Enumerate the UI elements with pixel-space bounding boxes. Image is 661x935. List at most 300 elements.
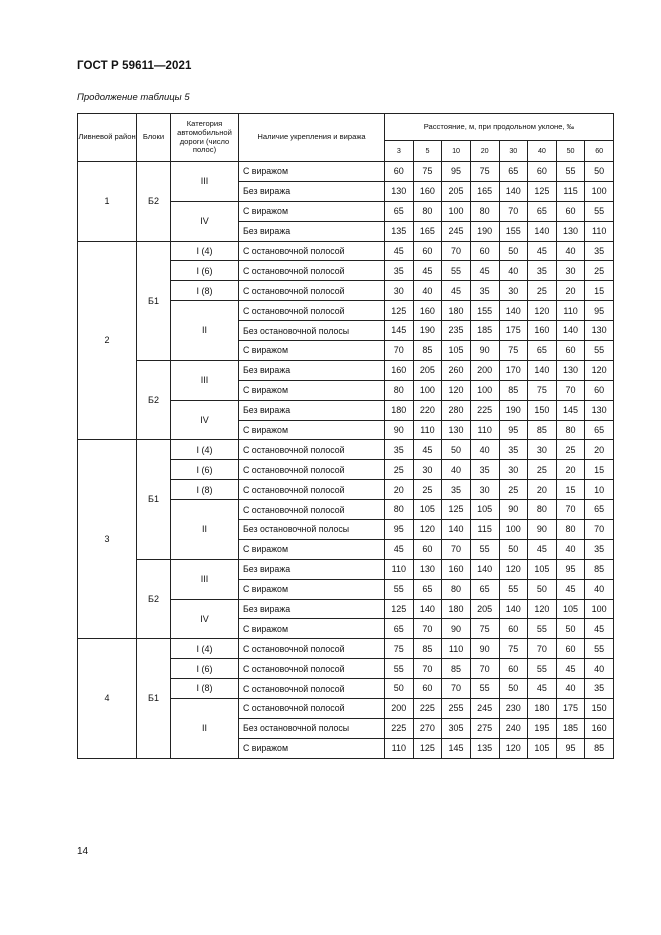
value-cell: 85	[413, 341, 442, 361]
value-cell: 245	[442, 221, 471, 241]
value-cell: 55	[585, 201, 614, 221]
value-cell: 20	[556, 281, 585, 301]
value-cell: 70	[442, 241, 471, 261]
value-cell: 65	[385, 619, 414, 639]
value-cell: 225	[413, 699, 442, 719]
reinforcement-cell: С остановочной полосой	[239, 659, 385, 679]
value-cell: 30	[556, 261, 585, 281]
reinforcement-cell: Без виража	[239, 221, 385, 241]
value-cell: 15	[585, 281, 614, 301]
value-cell: 205	[413, 360, 442, 380]
reinforcement-cell: С остановочной полосой	[239, 480, 385, 500]
category-cell: I (8)	[171, 480, 239, 500]
value-cell: 80	[556, 420, 585, 440]
value-cell: 240	[499, 718, 528, 738]
value-cell: 90	[470, 341, 499, 361]
value-cell: 275	[470, 718, 499, 738]
value-cell: 70	[556, 380, 585, 400]
block-cell: Б2	[137, 360, 171, 440]
value-cell: 100	[470, 380, 499, 400]
value-cell: 100	[442, 201, 471, 221]
value-cell: 65	[499, 162, 528, 182]
value-cell: 35	[385, 261, 414, 281]
value-cell: 160	[385, 360, 414, 380]
value-cell: 70	[442, 539, 471, 559]
value-cell: 175	[499, 321, 528, 341]
value-cell: 20	[385, 480, 414, 500]
value-cell: 30	[413, 460, 442, 480]
value-cell: 135	[470, 738, 499, 758]
value-cell: 80	[528, 500, 557, 520]
value-cell: 260	[442, 360, 471, 380]
block-cell: Б2	[137, 162, 171, 242]
value-cell: 80	[385, 380, 414, 400]
value-cell: 200	[385, 699, 414, 719]
value-cell: 55	[470, 539, 499, 559]
header-slope: 40	[528, 141, 557, 162]
value-cell: 125	[528, 181, 557, 201]
value-cell: 190	[499, 400, 528, 420]
value-cell: 140	[413, 599, 442, 619]
reinforcement-cell: С виражом	[239, 162, 385, 182]
value-cell: 45	[470, 261, 499, 281]
value-cell: 155	[470, 301, 499, 321]
category-cell: IV	[171, 201, 239, 241]
reinforcement-cell: С остановочной полосой	[239, 301, 385, 321]
value-cell: 65	[585, 500, 614, 520]
value-cell: 130	[385, 181, 414, 201]
category-cell: I (4)	[171, 241, 239, 261]
value-cell: 140	[442, 520, 471, 540]
value-cell: 270	[413, 718, 442, 738]
value-cell: 20	[528, 480, 557, 500]
value-cell: 65	[528, 201, 557, 221]
value-cell: 25	[556, 440, 585, 460]
value-cell: 60	[385, 162, 414, 182]
value-cell: 25	[385, 460, 414, 480]
reinforcement-cell: С остановочной полосой	[239, 281, 385, 301]
value-cell: 45	[585, 619, 614, 639]
value-cell: 180	[442, 301, 471, 321]
value-cell: 20	[585, 440, 614, 460]
value-cell: 15	[585, 460, 614, 480]
category-cell: II	[171, 301, 239, 361]
value-cell: 25	[413, 480, 442, 500]
value-cell: 60	[499, 659, 528, 679]
value-cell: 45	[413, 440, 442, 460]
value-cell: 130	[413, 559, 442, 579]
header-slope: 5	[413, 141, 442, 162]
header-reinforcement: Наличие укрепления и виража	[239, 114, 385, 162]
value-cell: 60	[528, 162, 557, 182]
value-cell: 50	[528, 579, 557, 599]
value-cell: 50	[385, 679, 414, 699]
value-cell: 45	[528, 679, 557, 699]
value-cell: 50	[585, 162, 614, 182]
value-cell: 45	[413, 261, 442, 281]
value-cell: 30	[528, 440, 557, 460]
value-cell: 120	[528, 301, 557, 321]
value-cell: 35	[470, 281, 499, 301]
value-cell: 180	[442, 599, 471, 619]
value-cell: 120	[528, 599, 557, 619]
reinforcement-cell: С виражом	[239, 619, 385, 639]
value-cell: 125	[385, 599, 414, 619]
category-cell: I (8)	[171, 281, 239, 301]
value-cell: 85	[442, 659, 471, 679]
reinforcement-cell: С остановочной полосой	[239, 699, 385, 719]
value-cell: 125	[385, 301, 414, 321]
value-cell: 85	[528, 420, 557, 440]
value-cell: 65	[413, 579, 442, 599]
value-cell: 85	[585, 559, 614, 579]
value-cell: 75	[528, 380, 557, 400]
value-cell: 70	[385, 341, 414, 361]
value-cell: 130	[556, 221, 585, 241]
value-cell: 120	[442, 380, 471, 400]
value-cell: 165	[470, 181, 499, 201]
value-cell: 70	[556, 500, 585, 520]
value-cell: 45	[385, 539, 414, 559]
value-cell: 75	[385, 639, 414, 659]
reinforcement-cell: С остановочной полосой	[239, 679, 385, 699]
table-row	[78, 162, 614, 182]
value-cell: 140	[499, 599, 528, 619]
reinforcement-cell: Без виража	[239, 599, 385, 619]
value-cell: 75	[413, 162, 442, 182]
value-cell: 35	[585, 539, 614, 559]
value-cell: 50	[499, 539, 528, 559]
value-cell: 105	[470, 500, 499, 520]
value-cell: 40	[556, 241, 585, 261]
value-cell: 100	[585, 599, 614, 619]
reinforcement-cell: С виражом	[239, 579, 385, 599]
category-cell: III	[171, 559, 239, 599]
value-cell: 130	[585, 400, 614, 420]
value-cell: 45	[528, 539, 557, 559]
value-cell: 90	[470, 639, 499, 659]
region-cell: 3	[78, 440, 137, 639]
value-cell: 185	[470, 321, 499, 341]
value-cell: 130	[556, 360, 585, 380]
block-cell: Б1	[137, 440, 171, 559]
value-cell: 30	[385, 281, 414, 301]
value-cell: 60	[413, 539, 442, 559]
table-caption: Продолжение таблицы 5	[77, 92, 190, 103]
value-cell: 95	[499, 420, 528, 440]
category-cell: IV	[171, 599, 239, 639]
value-cell: 145	[385, 321, 414, 341]
value-cell: 55	[585, 639, 614, 659]
value-cell: 205	[442, 181, 471, 201]
value-cell: 90	[442, 619, 471, 639]
value-cell: 115	[470, 520, 499, 540]
value-cell: 85	[499, 380, 528, 400]
table-body	[78, 162, 614, 759]
value-cell: 200	[470, 360, 499, 380]
value-cell: 125	[413, 738, 442, 758]
reinforcement-cell: Без виража	[239, 360, 385, 380]
category-cell: III	[171, 360, 239, 400]
value-cell: 55	[528, 659, 557, 679]
header-slope: 3	[385, 141, 414, 162]
header-distance: Расстояние, м, при продольном уклоне, ‰	[385, 114, 614, 141]
value-cell: 75	[499, 341, 528, 361]
value-cell: 80	[442, 579, 471, 599]
value-cell: 65	[385, 201, 414, 221]
value-cell: 120	[499, 559, 528, 579]
value-cell: 235	[442, 321, 471, 341]
reinforcement-cell: С виражом	[239, 201, 385, 221]
value-cell: 70	[528, 639, 557, 659]
block-cell: Б2	[137, 559, 171, 639]
category-cell: IV	[171, 400, 239, 440]
value-cell: 100	[585, 181, 614, 201]
reinforcement-cell: Без остановочной полосы	[239, 321, 385, 341]
category-cell: I (6)	[171, 659, 239, 679]
value-cell: 35	[470, 460, 499, 480]
value-cell: 55	[385, 579, 414, 599]
reinforcement-cell: Без виража	[239, 400, 385, 420]
reinforcement-cell: Без остановочной полосы	[239, 520, 385, 540]
category-cell: I (6)	[171, 261, 239, 281]
value-cell: 85	[585, 738, 614, 758]
value-cell: 175	[556, 699, 585, 719]
reinforcement-cell: С остановочной полосой	[239, 460, 385, 480]
value-cell: 110	[385, 738, 414, 758]
value-cell: 25	[499, 480, 528, 500]
value-cell: 50	[499, 241, 528, 261]
table-row	[78, 440, 614, 460]
value-cell: 60	[413, 241, 442, 261]
table-row	[78, 559, 614, 579]
value-cell: 65	[470, 579, 499, 599]
value-cell: 130	[442, 420, 471, 440]
value-cell: 40	[470, 440, 499, 460]
header-slope: 60	[585, 141, 614, 162]
category-cell: I (4)	[171, 639, 239, 659]
value-cell: 50	[499, 679, 528, 699]
value-cell: 110	[385, 559, 414, 579]
value-cell: 75	[470, 619, 499, 639]
table-row	[78, 360, 614, 380]
value-cell: 105	[528, 738, 557, 758]
region-cell: 4	[78, 639, 137, 758]
value-cell: 145	[442, 738, 471, 758]
value-cell: 45	[442, 281, 471, 301]
value-cell: 40	[413, 281, 442, 301]
value-cell: 25	[528, 281, 557, 301]
value-cell: 40	[585, 659, 614, 679]
value-cell: 70	[470, 659, 499, 679]
value-cell: 60	[556, 201, 585, 221]
value-cell: 120	[585, 360, 614, 380]
value-cell: 80	[413, 201, 442, 221]
reinforcement-cell: С виражом	[239, 539, 385, 559]
reinforcement-cell: С остановочной полосой	[239, 440, 385, 460]
reinforcement-cell: С остановочной полосой	[239, 639, 385, 659]
value-cell: 190	[470, 221, 499, 241]
value-cell: 130	[585, 321, 614, 341]
block-cell: Б1	[137, 241, 171, 360]
reinforcement-cell: С остановочной полосой	[239, 500, 385, 520]
value-cell: 180	[528, 699, 557, 719]
value-cell: 40	[556, 539, 585, 559]
value-cell: 195	[528, 718, 557, 738]
category-cell: I (6)	[171, 460, 239, 480]
value-cell: 115	[556, 181, 585, 201]
value-cell: 25	[528, 460, 557, 480]
category-cell: I (4)	[171, 440, 239, 460]
value-cell: 80	[385, 500, 414, 520]
value-cell: 50	[556, 619, 585, 639]
value-cell: 190	[413, 321, 442, 341]
value-cell: 55	[585, 341, 614, 361]
value-cell: 70	[413, 619, 442, 639]
value-cell: 90	[385, 420, 414, 440]
value-cell: 105	[556, 599, 585, 619]
value-cell: 305	[442, 718, 471, 738]
value-cell: 55	[385, 659, 414, 679]
header-slope: 50	[556, 141, 585, 162]
value-cell: 160	[413, 301, 442, 321]
value-cell: 145	[556, 400, 585, 420]
value-cell: 140	[470, 559, 499, 579]
runoff-distance-table	[77, 113, 614, 759]
region-cell: 1	[78, 162, 137, 242]
value-cell: 100	[413, 380, 442, 400]
value-cell: 95	[442, 162, 471, 182]
value-cell: 255	[442, 699, 471, 719]
value-cell: 280	[442, 400, 471, 420]
value-cell: 75	[499, 639, 528, 659]
value-cell: 65	[585, 420, 614, 440]
value-cell: 50	[442, 440, 471, 460]
value-cell: 40	[442, 460, 471, 480]
value-cell: 60	[499, 619, 528, 639]
value-cell: 60	[585, 380, 614, 400]
value-cell: 225	[470, 400, 499, 420]
value-cell: 170	[499, 360, 528, 380]
block-cell: Б1	[137, 639, 171, 758]
value-cell: 45	[556, 579, 585, 599]
value-cell: 90	[528, 520, 557, 540]
value-cell: 140	[499, 301, 528, 321]
value-cell: 160	[442, 559, 471, 579]
value-cell: 55	[470, 679, 499, 699]
value-cell: 55	[528, 619, 557, 639]
value-cell: 160	[413, 181, 442, 201]
value-cell: 65	[528, 341, 557, 361]
header-slope: 30	[499, 141, 528, 162]
value-cell: 20	[556, 460, 585, 480]
value-cell: 150	[585, 699, 614, 719]
value-cell: 35	[585, 679, 614, 699]
category-cell: I (8)	[171, 679, 239, 699]
value-cell: 55	[442, 261, 471, 281]
reinforcement-cell: С виражом	[239, 420, 385, 440]
value-cell: 110	[413, 420, 442, 440]
value-cell: 95	[556, 738, 585, 758]
value-cell: 35	[585, 241, 614, 261]
value-cell: 180	[385, 400, 414, 420]
value-cell: 105	[413, 500, 442, 520]
value-cell: 90	[499, 500, 528, 520]
value-cell: 15	[556, 480, 585, 500]
value-cell: 95	[385, 520, 414, 540]
value-cell: 140	[528, 221, 557, 241]
value-cell: 125	[442, 500, 471, 520]
value-cell: 245	[470, 699, 499, 719]
reinforcement-cell: С остановочной полосой	[239, 261, 385, 281]
value-cell: 150	[528, 400, 557, 420]
value-cell: 30	[499, 281, 528, 301]
value-cell: 110	[585, 221, 614, 241]
header-slope: 20	[470, 141, 499, 162]
value-cell: 60	[556, 341, 585, 361]
value-cell: 105	[528, 559, 557, 579]
value-cell: 55	[499, 579, 528, 599]
value-cell: 140	[556, 321, 585, 341]
header-slope: 10	[442, 141, 471, 162]
value-cell: 85	[413, 639, 442, 659]
value-cell: 10	[585, 480, 614, 500]
table-row	[78, 241, 614, 261]
category-cell: II	[171, 500, 239, 560]
value-cell: 60	[413, 679, 442, 699]
value-cell: 140	[528, 360, 557, 380]
header-block: Блоки	[137, 114, 171, 162]
reinforcement-cell: С остановочной полосой	[239, 241, 385, 261]
value-cell: 205	[470, 599, 499, 619]
header-category: Категория автомобильной дороги (число полос)	[171, 114, 239, 162]
reinforcement-cell: С виражом	[239, 380, 385, 400]
reinforcement-cell: С виражом	[239, 341, 385, 361]
header-region: Ливневой район	[78, 114, 137, 162]
value-cell: 160	[528, 321, 557, 341]
value-cell: 110	[556, 301, 585, 321]
value-cell: 185	[556, 718, 585, 738]
value-cell: 165	[413, 221, 442, 241]
value-cell: 120	[499, 738, 528, 758]
value-cell: 135	[385, 221, 414, 241]
value-cell: 35	[442, 480, 471, 500]
value-cell: 40	[499, 261, 528, 281]
value-cell: 70	[413, 659, 442, 679]
value-cell: 60	[556, 639, 585, 659]
value-cell: 110	[470, 420, 499, 440]
value-cell: 40	[585, 579, 614, 599]
value-cell: 35	[385, 440, 414, 460]
value-cell: 55	[556, 162, 585, 182]
value-cell: 95	[585, 301, 614, 321]
value-cell: 45	[556, 659, 585, 679]
value-cell: 25	[585, 261, 614, 281]
value-cell: 95	[556, 559, 585, 579]
category-cell: II	[171, 699, 239, 759]
category-cell: III	[171, 162, 239, 202]
reinforcement-cell: Без виража	[239, 559, 385, 579]
document-header: ГОСТ Р 59611—2021	[77, 60, 192, 72]
value-cell: 220	[413, 400, 442, 420]
value-cell: 70	[585, 520, 614, 540]
value-cell: 140	[499, 181, 528, 201]
value-cell: 80	[470, 201, 499, 221]
reinforcement-cell: Без виража	[239, 181, 385, 201]
value-cell: 60	[470, 241, 499, 261]
value-cell: 225	[385, 718, 414, 738]
value-cell: 80	[556, 520, 585, 540]
